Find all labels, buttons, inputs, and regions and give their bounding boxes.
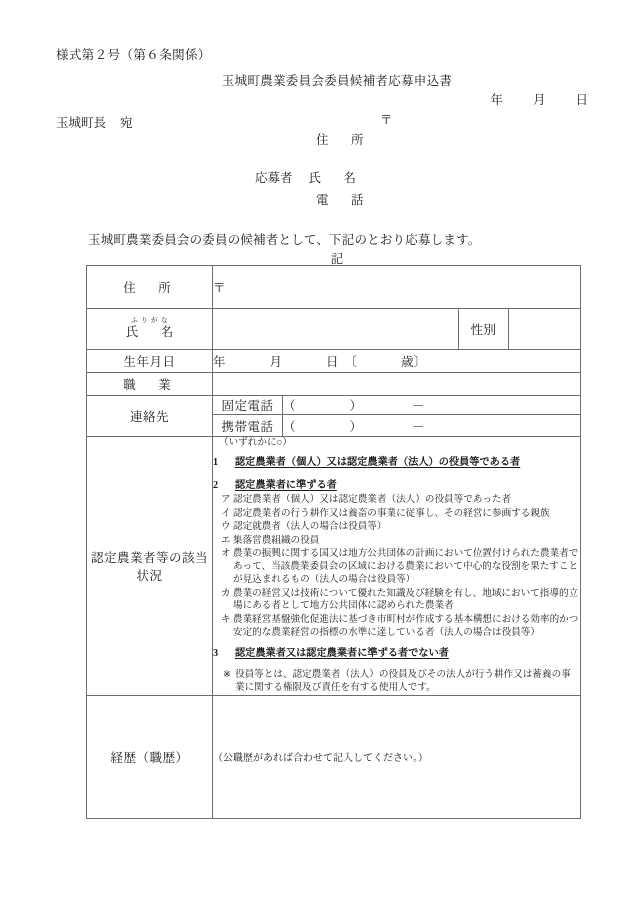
criteria-item (213, 588, 580, 614)
document-title: 玉城町農業委員会委員候補者応募申込書 (221, 74, 453, 88)
applicant-label: 応募者 (255, 171, 293, 185)
criteria-section-2-heading (213, 479, 580, 493)
mobile-value-cell[interactable] (283, 415, 581, 437)
criteria-item (213, 494, 580, 507)
occupation-label-cell: 職 業 (87, 373, 213, 396)
criteria-item (213, 521, 580, 534)
birth-month-label: 月 (269, 355, 283, 369)
criteria-item-text: 認定就農者（法人の場合は役員等） (233, 521, 387, 533)
criteria-item-marker: ウ (221, 521, 231, 533)
criteria-item-text: 農業経営基盤強化促進法に基づき市町村が作成する基本構想における効率的かつ安定的な農業経営の指標の水準に達している者（法人の場合は役員等） (233, 613, 579, 638)
applicant-address-label: 住 所 (316, 133, 369, 147)
application-statement: 玉城町農業委員会の委員の候補者として、下記のとおり応募します。 (88, 233, 481, 247)
criteria-item-marker: ア (221, 494, 231, 506)
criteria-item-marker: エ (221, 534, 231, 546)
criteria-item-text: 認定農業者の行う耕作又は養畜の事業に従事し、その経営に参画する親族 (233, 507, 550, 519)
name-value-cell[interactable] (213, 309, 459, 350)
criteria-label-cell: 認定農業者等の該当状況 (87, 437, 213, 696)
postal-mark-header: 〒 (380, 113, 393, 127)
criteria-item-text: 認定農業者（個人）又は認定農業者（法人）の役員等であった者 (233, 494, 512, 506)
criteria-item-text: 集落営農組織の役員 (233, 534, 320, 546)
landline-paren-close: ） (349, 399, 363, 413)
table-row-occupation (87, 373, 581, 396)
mobile-dash: － (412, 419, 425, 434)
furigana-label: ふりがな (130, 316, 171, 324)
criteria-item (213, 614, 580, 640)
landline-paren-open: （ (283, 399, 296, 413)
postal-mark-icon: 〒 (213, 281, 226, 295)
career-instruction: （公職歴があれば合わせて記入してください。） (213, 753, 428, 765)
criteria-item (213, 535, 580, 548)
criteria-footnote (213, 669, 580, 695)
criteria-item-marker: イ (221, 507, 231, 519)
landline-dash: － (412, 399, 425, 413)
career-value-cell[interactable] (213, 695, 581, 818)
criteria-section-2-text: 認定農業者に準ずる者 (235, 479, 337, 491)
landline-label-cell: 固定電話 (213, 396, 283, 415)
table-row-birthdate (87, 350, 581, 373)
criteria-section-3-heading (213, 647, 580, 661)
table-row-address (87, 266, 581, 309)
criteria-section-3-text: 認定農業者又は認定農業者に準ずる者でない者 (235, 648, 449, 660)
addressee-suffix: 宛 (120, 116, 133, 130)
criteria-item-marker: オ (221, 548, 231, 560)
career-label-cell: 経歴（職歴） (87, 695, 213, 818)
date-line (490, 90, 588, 108)
landline-value-cell[interactable] (283, 396, 581, 415)
name-ruby-group (121, 318, 179, 339)
table-row-name (87, 309, 581, 350)
age-unit-label: 歳〕 (401, 355, 427, 369)
applicant-tel-label: 電 話 (316, 193, 369, 207)
date-month-label: 月 (532, 93, 546, 107)
addressee-line (56, 113, 133, 131)
criteria-instruction: （いずれかに○） (219, 437, 292, 448)
date-year-label: 年 (490, 93, 503, 107)
footnote-marker-icon: ※ (223, 669, 232, 681)
criteria-section-1-number: 1 (213, 456, 219, 468)
name-label: 氏 名 (125, 325, 179, 340)
application-form-table (86, 265, 581, 819)
addressee-name: 玉城町長 (56, 116, 107, 130)
criteria-item (213, 508, 580, 521)
criteria-value-cell[interactable] (213, 437, 581, 696)
table-row-criteria (87, 437, 581, 696)
birth-year-label: 年 (213, 355, 226, 369)
date-day-label: 日 (575, 93, 588, 107)
mobile-paren-close: ） (349, 419, 363, 434)
criteria-item (213, 548, 580, 587)
age-bracket-open: 〔 (344, 355, 358, 369)
birthdate-value-cell[interactable] (213, 350, 581, 373)
applicant-name-line (255, 168, 361, 186)
birth-day-label: 日 (326, 355, 339, 369)
criteria-item-marker: キ (221, 613, 231, 625)
applicant-name-label: 氏 名 (308, 171, 362, 185)
criteria-item-marker: カ (221, 587, 231, 599)
table-row-landline (87, 396, 581, 415)
ki-marker: 記 (330, 252, 344, 266)
table-row-career (87, 695, 581, 818)
mobile-paren-open: （ (283, 419, 296, 434)
gender-label-cell: 性別 (459, 309, 509, 350)
address-label-cell: 住 所 (87, 266, 213, 309)
contact-label-cell: 連絡先 (87, 396, 213, 437)
criteria-section-1-heading (213, 456, 580, 470)
criteria-section-3-number: 3 (213, 648, 219, 660)
name-label-cell (87, 309, 213, 350)
footnote-text: 役員等とは、認定農業者（法人）の役員及びその法人が行う耕作又は蓄養の事業に関する権限及び責任を有する使用人です。 (235, 669, 571, 693)
criteria-section-2-number: 2 (213, 479, 219, 491)
gender-value-cell[interactable] (509, 309, 581, 350)
address-value-cell[interactable] (213, 266, 581, 309)
occupation-value-cell[interactable] (213, 373, 581, 396)
criteria-item-text: 農業の振興に関する国又は地方公共団体の計画において位置付けられた農業者であって、当該農業委員会の区域における農業において中心的な役割を果たすことが見込まれるもの（法人の場合は役員等） (233, 548, 579, 586)
mobile-label-cell: 携帯電話 (213, 415, 283, 437)
birthdate-label-cell: 生年月日 (87, 350, 213, 373)
criteria-section-1-text: 認定農業者（個人）又は認定農業者（法人）の役員等である者 (235, 456, 521, 468)
form-number: 様式第２号（第６条関係） (56, 48, 211, 62)
criteria-item-text: 農業の経営又は技術について優れた知識及び経験を有し、地域において指導的立場にある者として地方公共団体に認められた農業者 (233, 587, 579, 612)
